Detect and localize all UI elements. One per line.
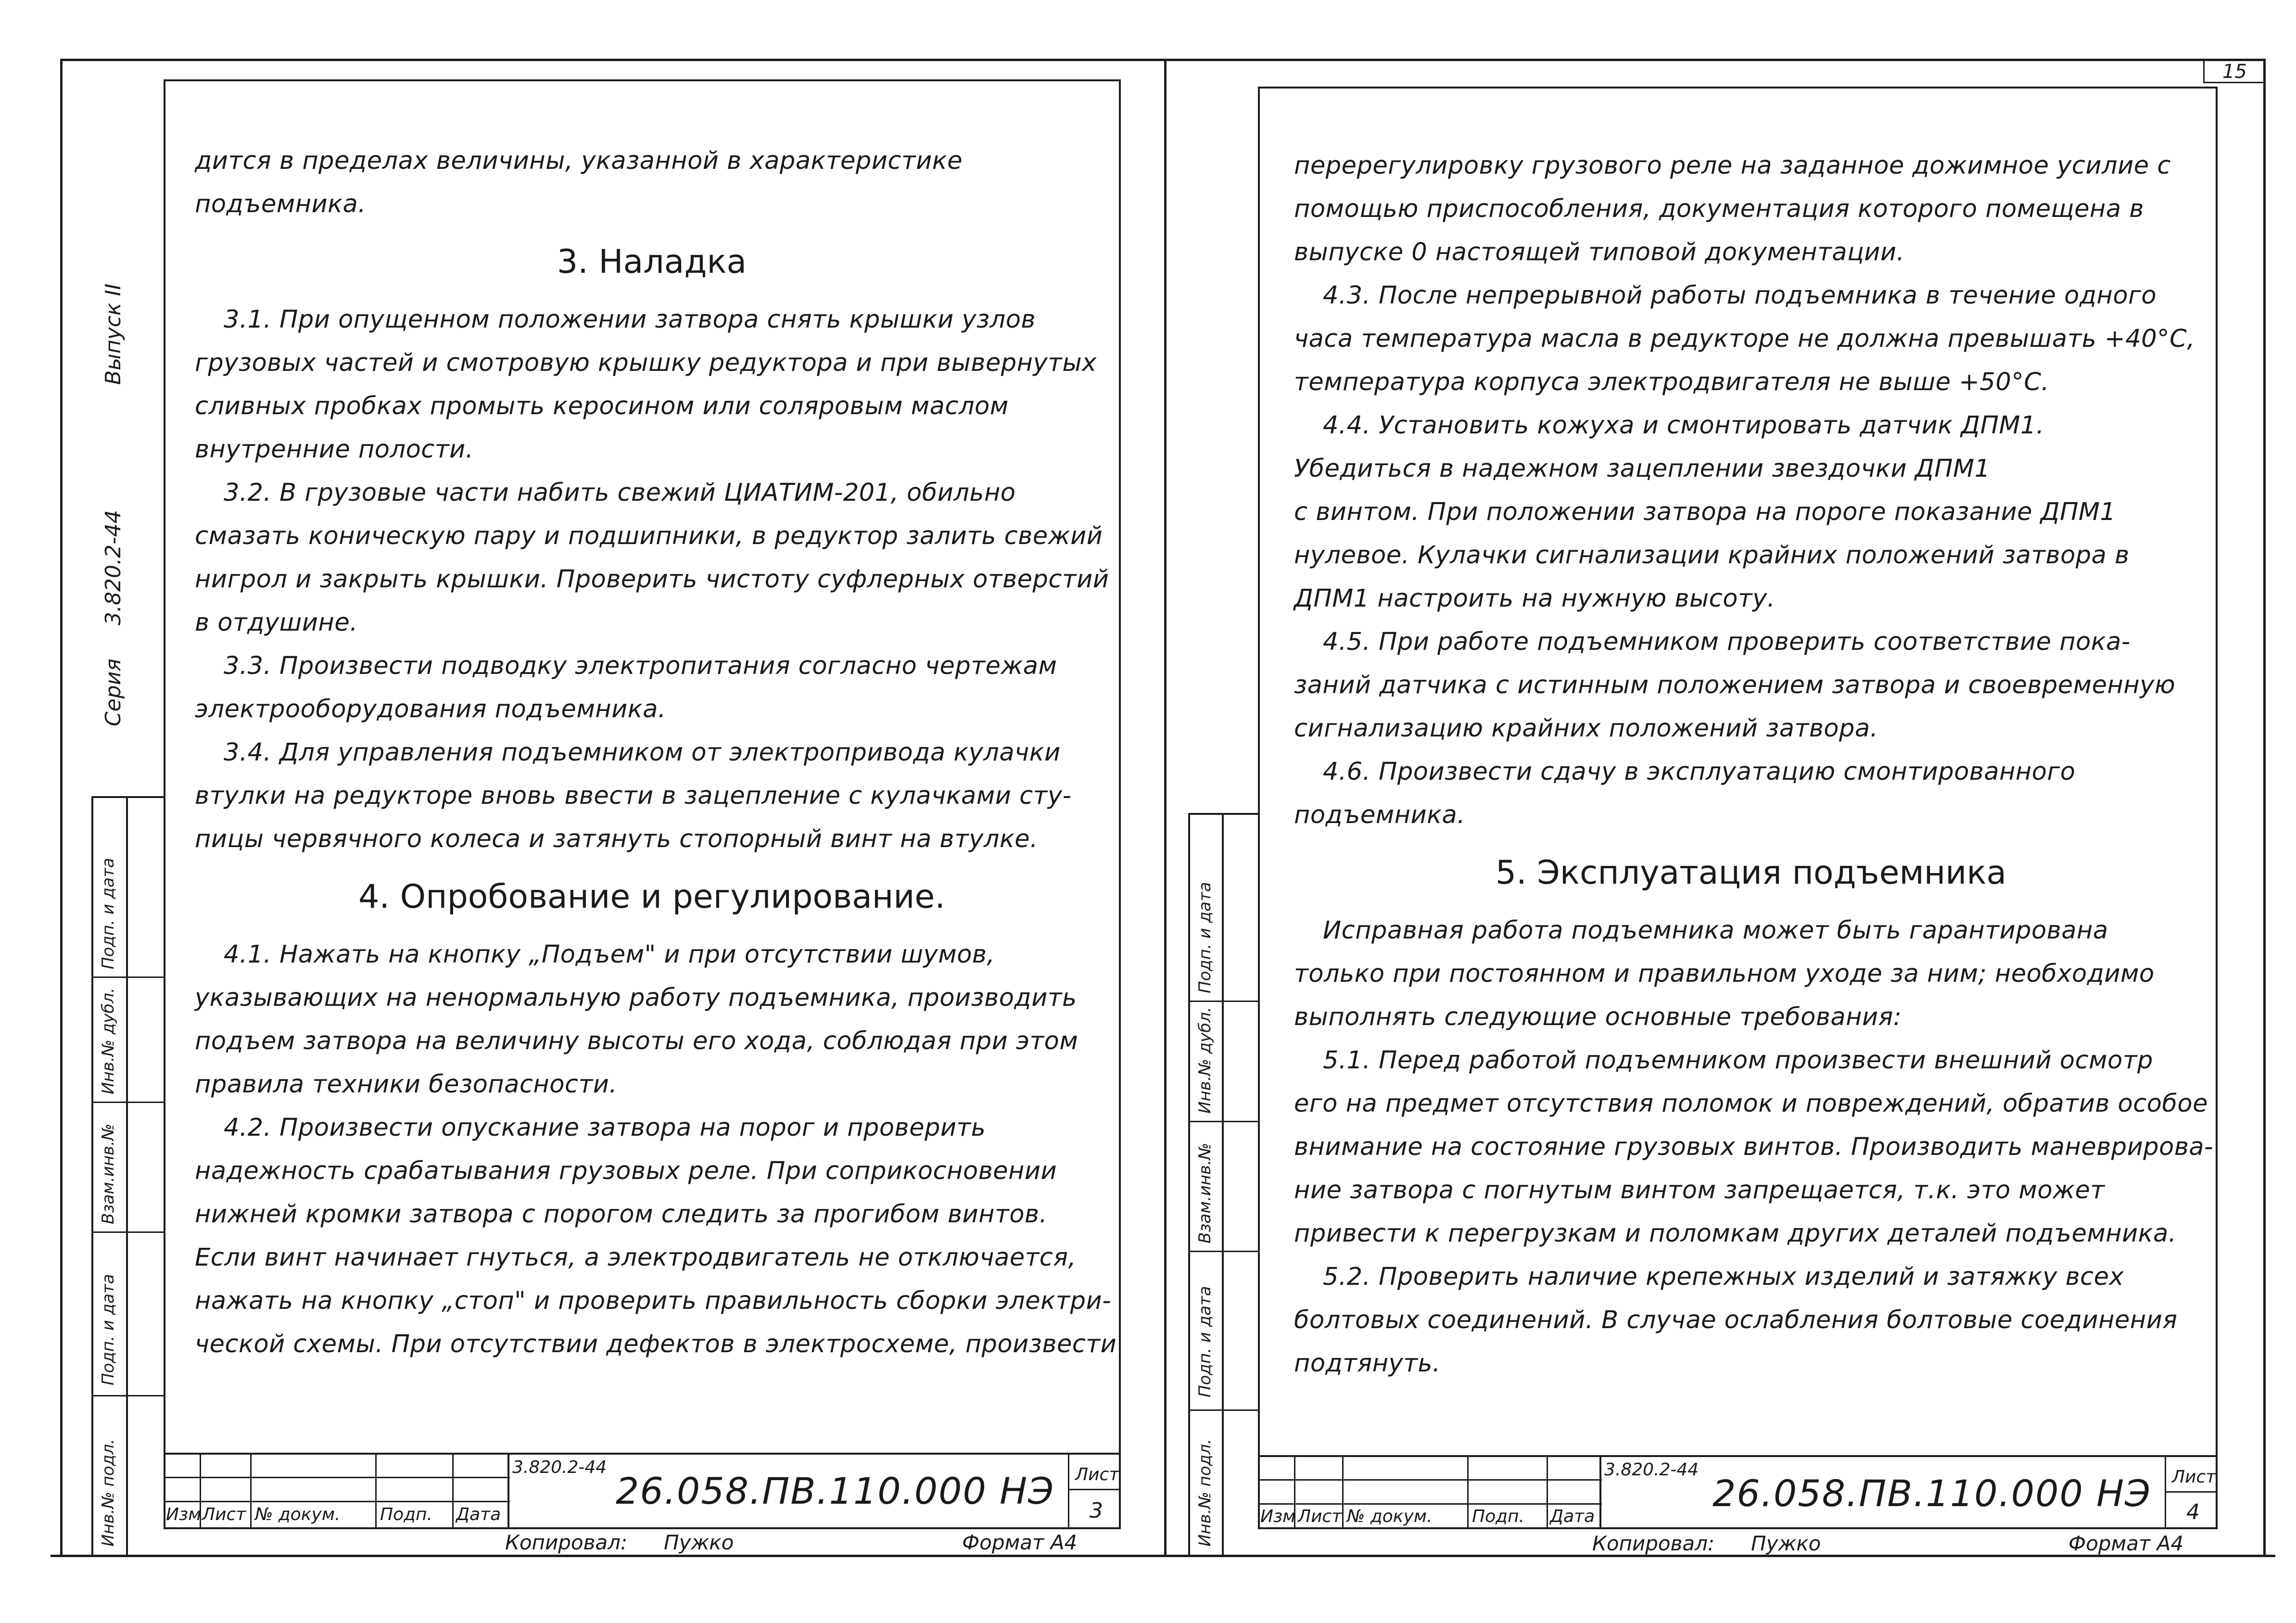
text-line: Убедиться в надежном зацеплении звездочки ДПМ1 [1294,455,1991,483]
text-line: часа температура масла в редукторе не должна превышать +40°С, [1294,325,2195,353]
text-line: ние затвора с погнутым винтом запрещается, т.к. это может [1294,1176,2105,1205]
text-line: 4.1. Нажать на кнопку „Подъем" и при отсутствии шумов, [224,940,995,969]
stamp-col-izm: Изм [166,1505,202,1524]
format-label: Формат А4 [962,1531,1078,1554]
heading-oprobovanie: 4. Опробование и регулирование. [358,878,945,916]
text-line: только при постоянном и правильном уходе за ним; необходимо [1294,960,2155,988]
text-line: температура корпуса электродвигателя не выше +50°С. [1294,368,2050,396]
text-line: электрооборудования подъемника. [195,695,666,723]
text-line: 4.5. При работе подъемником проверить соответствие пока- [1323,628,2131,656]
text-line: 4.6. Произвести сдачу в эксплуатацию смонтированного [1323,758,2076,786]
text-line: нигрол и закрыть крышки. Проверить чистоту суфлерных отверстий [195,565,1109,594]
field-vzam-inv: Взам.инв.№ [99,1123,118,1224]
heading-ekspluatacia: 5. Эксплуатация подъемника [1495,854,2007,892]
text-line: подъем затвора на величину высоты его хода, соблюдая при этом [195,1027,1078,1055]
text-line: втулки на редукторе вновь ввести в зацепление с кулачками сту- [195,782,1072,810]
text-line: указывающих на ненормальную работу подъемника, производить [195,984,1077,1012]
series-label: Серия [101,659,126,726]
text-line: болтовых соединений. В случае ослабления болтовые соединения [1294,1306,2178,1334]
field-podp-data: Подп. и дата [99,1274,118,1385]
text-line: подъемника. [1294,801,1465,829]
text-line: ДПМ1 настроить на нужную высоту. [1294,584,1776,613]
text-line: Исправная работа подъемника может быть гарантирована [1323,916,2108,945]
text-line: перерегулировку грузового реле на заданное дожимное усилие с [1294,152,2171,180]
field-inv-podl: Инв.№ подл. [99,1439,118,1547]
text-line: выпуске 0 настоящей типовой документации. [1294,238,1905,266]
stamp-col-list: Лист [202,1505,246,1524]
text-line: 5.1. Перед работой подъемником произвести внешний осмотр [1323,1046,2153,1075]
copied-label: Копировал: [505,1531,628,1554]
heading-naladka: 3. Наладка [557,243,747,281]
stamp-col-list-r: Лист [1298,1507,1342,1526]
field-vzam-inv-r: Взам.инв.№ [1195,1142,1215,1243]
text-line: в отдушине. [195,609,358,637]
stamp-col-doc: № докум. [255,1505,341,1524]
stamp-col-data-r: Дата [1550,1507,1595,1526]
copied-by: Пужко [664,1531,734,1554]
text-line: нулевое. Кулачки сигнализации крайних положений затвора в [1294,541,2130,570]
text-line: 3.2. В грузовые части набить свежий ЦИАТИМ-201, обильно [224,479,1016,507]
text-line: смазать коническую пару и подшипники, в редуктор залить свежий [195,522,1103,550]
stamp-col-podp-r: Подп. [1472,1507,1524,1526]
text-line: 5.2. Проверить наличие крепежных изделий и затяжку всех [1323,1263,2124,1291]
document-number: 26.058.ПВ.110.000 НЭ [616,1470,1055,1512]
left-page-text [195,139,1117,1366]
text-line: ческой схемы. При отсутствии дефектов в электросхеме, произвести [195,1330,1117,1358]
text-line: правила техники безопасности. [195,1070,618,1099]
text-line: сигнализацию крайних положений затвора. [1294,714,1878,743]
stamp-sheet-label-r: Лист [2172,1467,2216,1487]
field-inv-podl-r: Инв.№ подл. [1195,1439,1215,1547]
text-line: 4.2. Произвести опускание затвора на порог и проверить [224,1114,986,1142]
text-line: Если винт начинает гнуться, а электродвигатель не отключается, [195,1243,1077,1272]
text-line: привести к перегрузкам и поломкам других деталей подъемника. [1294,1219,2177,1248]
text-line: 4.3. После непрерывной работы подъемника в течение одного [1323,281,2157,310]
right-page-text [1294,144,2214,1385]
field-podp-data-r: Подп. и дата [1195,1286,1215,1397]
text-line: 3.1. При опущенном положении затвора снять крышки узлов [224,305,1036,334]
text-line: подтянуть. [1294,1349,1441,1378]
series-code: 3.820.2-44 [101,510,126,625]
text-line: заний датчика с истинным положением затвора и своевременную [1294,671,2176,699]
field-inv-dubl: Инв.№ дубл. [99,988,118,1094]
text-line: выполнять следующие основные требования: [1294,1003,1902,1031]
text-line: внимание на состояние грузовых винтов. Производить маневрирова- [1294,1133,2214,1161]
text-line: грузовых частей и смотровую крышку редуктора и при вывернутых [195,349,1097,377]
text-line: 3.3. Произвести подводку электропитания согласно чертежам [224,652,1057,680]
text-line: подъемника. [195,190,366,218]
text-line: 3.4. Для управления подъемником от электропривода кулачки [224,738,1061,767]
stamp-series-code: 3.820.2-44 [512,1458,607,1477]
document-number-r: 26.058.ПВ.110.000 НЭ [1712,1472,2152,1515]
field-podp-data-2: Подп. и дата [99,858,118,969]
text-line: сливных пробках промыть керосином или соляровым маслом [195,392,1009,420]
text-line: 4.4. Установить кожуха и смонтировать датчик ДПМ1. [1323,411,2044,440]
field-podp-data-r2: Подп. и дата [1195,882,1215,993]
stamp-sheet-label: Лист [1075,1465,1119,1484]
text-line: нажать на кнопку „стоп" и проверить правильность сборки электри- [195,1287,1112,1315]
stamp-series-code-r: 3.820.2-44 [1604,1460,1699,1480]
format-label-r: Формат А4 [2068,1532,2184,1555]
sheet-number: 15 [2222,61,2247,83]
copied-label-r: Копировал: [1592,1532,1715,1555]
text-line: нижней кромки затвора с порогом следить за прогибом винтов. [195,1200,1048,1229]
stamp-sheet-number: 3 [1090,1498,1103,1523]
text-line: дится в пределах величины, указанной в характеристике [195,147,963,175]
stamp-col-izm-r: Изм [1260,1507,1296,1526]
text-line: с винтом. При положении затвора на пороге показание ДПМ1 [1294,498,2116,526]
field-inv-dubl-r: Инв.№ дубл. [1195,1007,1215,1114]
text-line: надежность срабатывания грузовых реле. При соприкосновении [195,1157,1057,1185]
issue-label: Выпуск II [101,283,126,385]
text-line: его на предмет отсутствия поломок и повреждений, обратив особое [1294,1090,2208,1118]
stamp-col-doc-r: № докум. [1347,1507,1433,1526]
stamp-col-data: Дата [456,1505,501,1524]
stamp-col-podp: Подп. [380,1505,432,1524]
text-line: помощью приспособления, документация которого помещена в [1294,195,2144,223]
text-line: внутренние полости. [195,435,474,464]
text-line: пицы червячного колеса и затянуть стопорный винт на втулке. [195,825,1038,853]
copied-by-r: Пужко [1751,1532,1821,1555]
stamp-sheet-number-r: 4 [2186,1500,2200,1524]
